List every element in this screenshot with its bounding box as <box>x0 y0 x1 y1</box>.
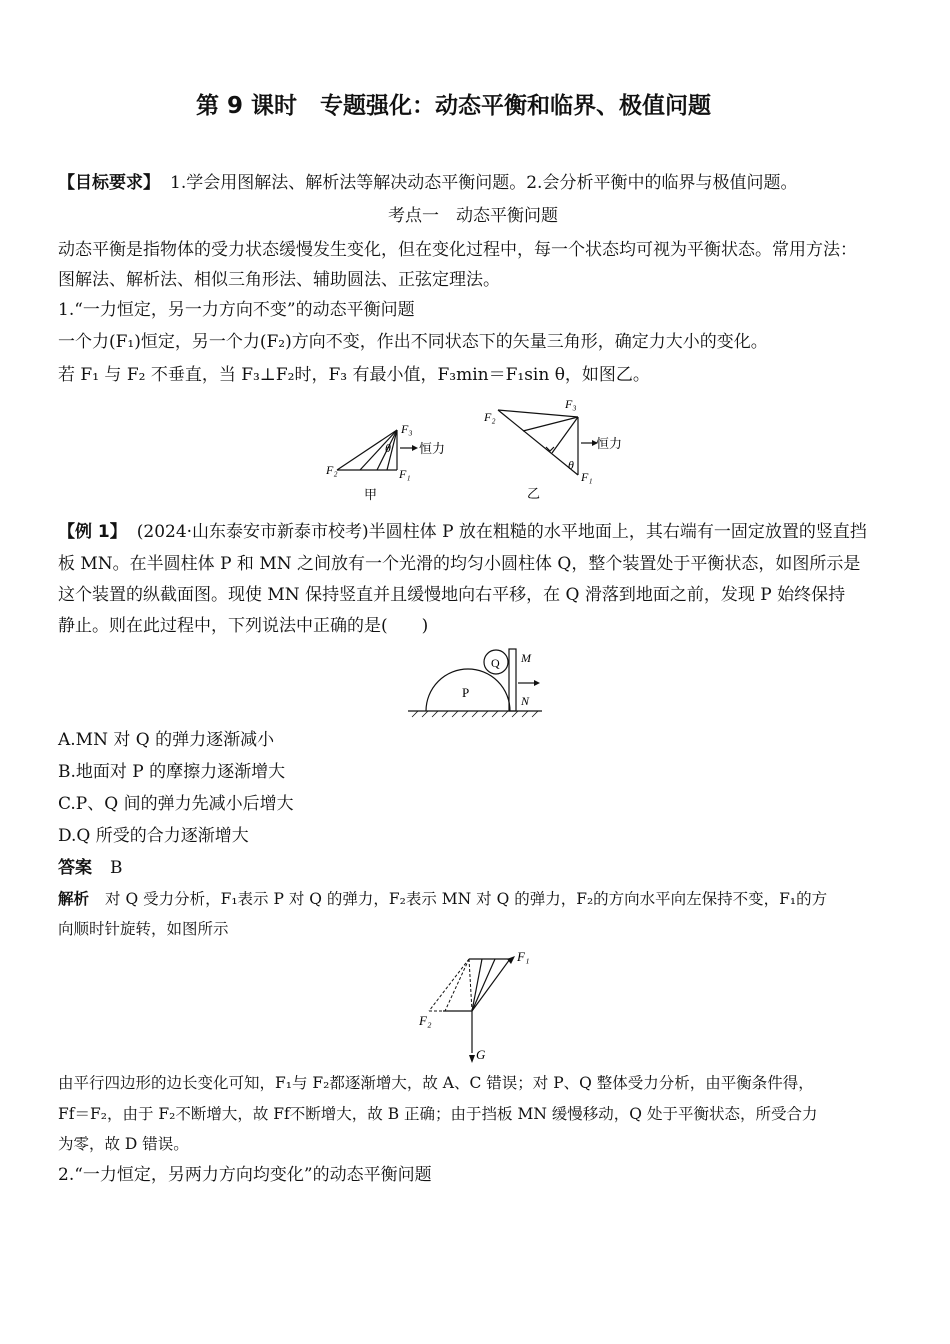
figure-example1 <box>408 645 548 720</box>
yi-f2-label: F₂ <box>484 410 496 424</box>
goal-line <box>58 172 797 194</box>
option-b[interactable]: B.地面对 P 的摩擦力逐渐增大 <box>58 762 286 782</box>
yi-caption: 乙 <box>527 486 541 501</box>
option-a[interactable]: A.MN 对 Q 的弹力逐渐减小 <box>58 730 275 750</box>
item2-heading: 2.“一力恒定，另两力方向均变化”的动态平衡问题 <box>58 1165 432 1185</box>
yi-f3-label: F₃ <box>565 397 577 411</box>
goal-label: 【目标要求】 <box>58 173 160 193</box>
analysis-line-1 <box>58 888 827 910</box>
example1-text-1: (2024·山东泰安市新泰市校考)半圆柱体 P 放在粗糙的水平地面上，其右端有一固定放置的竖直挡 <box>136 522 867 542</box>
goal-text: 1.学会用图解法、解析法等解决动态平衡问题。2.会分析平衡中的临界与极值问题。 <box>170 173 798 193</box>
analysis-label: 解析 <box>58 890 90 908</box>
item1-heading: 1.“一力恒定，另一力方向不变”的动态平衡问题 <box>58 300 415 320</box>
item1-line-1: 一个力(F₁)恒定，另一个力(F₂)方向不变，作出不同状态下的矢量三角形，确定力大小的变化。 <box>58 332 768 352</box>
jia-caption: 甲 <box>364 487 378 502</box>
jia-force-label: 恒力 <box>419 441 446 456</box>
analysis-line-2: 向顺时针旋转，如图所示 <box>58 920 229 938</box>
intro-line-2: 图解法、解析法、相似三角形法、辅助圆法、正弦定理法。 <box>58 270 500 290</box>
page-title: 第 9 课时 专题强化：动态平衡和临界、极值问题 <box>196 93 712 119</box>
figure-force-diagram <box>415 945 555 1065</box>
answer-label: 答案 <box>58 858 92 878</box>
fd-g-label: G <box>476 1047 486 1062</box>
example1-line-1 <box>58 521 867 543</box>
yi-f1-label: F₁ <box>581 470 593 484</box>
example1-line-3: 这个装置的纵截面图。现使 MN 保持竖直并且缓慢地向右平移，在 Q 滑落到地面之前，发现 P 始终保持 <box>58 585 846 605</box>
item1-line-2: 若 F₁ 与 F₂ 不垂直，当 F₃⊥F₂时，F₃ 有最小值，F₃min＝F₁sin θ，如图乙。 <box>58 365 650 385</box>
jia-f3-label: F₃ <box>401 422 413 436</box>
label-m: M <box>521 651 531 665</box>
option-d[interactable]: D.Q 所受的合力逐渐增大 <box>58 826 249 846</box>
label-n: N <box>521 694 530 708</box>
intro-line-1: 动态平衡是指物体的受力状态缓慢发生变化，但在变化过程中，每一个状态均可视为平衡状态。常用方法： <box>58 240 857 260</box>
figure-jia <box>322 400 462 515</box>
analysis-text-1: 对 Q 受力分析，F₁表示 P 对 Q 的弹力，F₂表示 MN 对 Q 的弹力，F₂的方向水平向左保持不变，F₁的方 <box>105 890 828 908</box>
example1-line-2: 板 MN。在半圆柱体 P 和 MN 之间放有一个光滑的均匀小圆柱体 Q，整个装置处于平衡状态，如图所示是 <box>58 554 861 574</box>
answer-line <box>58 857 123 879</box>
example1-label: 【例 1】 <box>58 522 127 542</box>
fd-f2-label: F₂ <box>419 1013 432 1028</box>
label-p: P <box>462 685 470 700</box>
yi-force-label: 恒力 <box>596 436 623 451</box>
jia-theta-label: θ <box>385 441 391 455</box>
figure-yi <box>478 395 648 510</box>
example1-line-4: 静止。则在此过程中，下列说法中正确的是( ) <box>58 616 429 636</box>
yi-theta-label: θ <box>568 458 574 472</box>
option-c[interactable]: C.P、Q 间的弹力先减小后增大 <box>58 794 294 814</box>
section1-heading: 考点一 动态平衡问题 <box>388 206 558 226</box>
label-q: Q <box>491 656 500 670</box>
jia-f1-label: F₁ <box>399 467 411 481</box>
conclusion-line-3: 为零，故 D 错误。 <box>58 1135 189 1153</box>
conclusion-line-2: Ff＝F₂，由于 F₂不断增大，故 Ff不断增大，故 B 正确；由于挡板 MN 缓慢移动，Q 处于平衡状态，所受合力 <box>58 1105 818 1123</box>
conclusion-line-1: 由平行四边形的边长变化可知，F₁与 F₂都逐渐增大，故 A、C 错误；对 P、Q 整体受力分析，由平衡条件得， <box>58 1074 814 1092</box>
fd-f1-label: F₁ <box>517 949 530 964</box>
answer-value: B <box>110 858 123 878</box>
jia-f2-label: F₂ <box>326 463 338 477</box>
